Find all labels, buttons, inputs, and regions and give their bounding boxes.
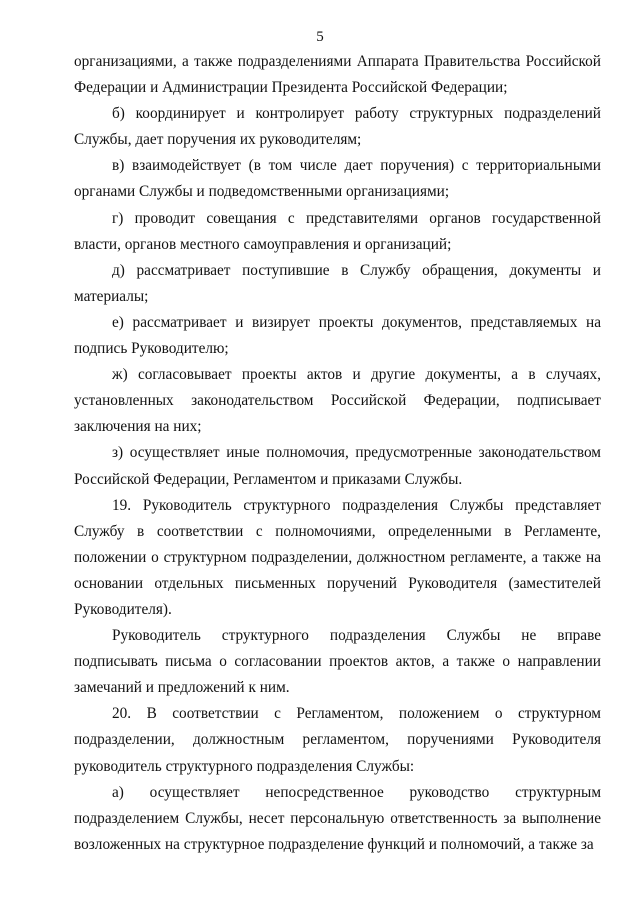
paragraph-item-b: б) координирует и контролирует работу структурных подразделений Службы, дает поручения их руководителям; (74, 105, 601, 149)
paragraph-clause-20: 20. В соответствии с Регламентом, положением о структурном подразделении, должностным регламентом, поручениями Руководителя руководитель структурного подразделения Службы: (74, 705, 601, 775)
paragraph-clause-19: 19. Руководитель структурного подразделения Службы представляет Службу в соответствии с полномочиями, определенными в Регламенте, положении о структурном подразделении, должностном регламенте, а также на основании отдельных письменных поручений Руководителя (заместителей Руководителя). (74, 496, 601, 618)
page-number: 5 (316, 29, 324, 45)
paragraph-intro-continuation: организациями, а также подразделениями Аппарата Правительства Российской Федерации и Администрации Президента Российской Федерации; (74, 53, 601, 97)
paragraph-item-zh: ж) согласовывает проекты актов и другие документы, а в случаях, установленных законодательством Российской Федерации, подписывает заключения на них; (74, 366, 601, 436)
paragraph-item-d: д) рассматривает поступившие в Службу обращения, документы и материалы; (74, 261, 601, 305)
paragraph-item-g: г) проводит совещания с представителями органов государственной власти, органов местного самоуправления и организаций; (74, 209, 601, 253)
paragraph-item-e: е) рассматривает и визирует проекты документов, представляемых на подпись Руководителю; (74, 313, 601, 358)
paragraph-clause-20-item-a: а) осуществляет непосредственное руководство структурным подразделением Службы, несет персональную ответственность за выполнение возложенных на структурное подразделение функций и полномочий, а также за (74, 783, 601, 853)
document-body (74, 49, 601, 858)
paragraph-item-z: з) осуществляет иные полномочия, предусмотренные законодательством Российской Федерации, Регламентом и приказами Службы. (74, 444, 601, 488)
paragraph-clause-19-restriction: Руководитель структурного подразделения Службы не вправе подписывать письма о согласовании проектов актов, а также о направлении замечаний и предложений к ним. (74, 627, 601, 697)
paragraph-item-v: в) взаимодействует (в том числе дает поручения) с территориальными органами Службы и подведомственными организациями; (74, 157, 601, 201)
